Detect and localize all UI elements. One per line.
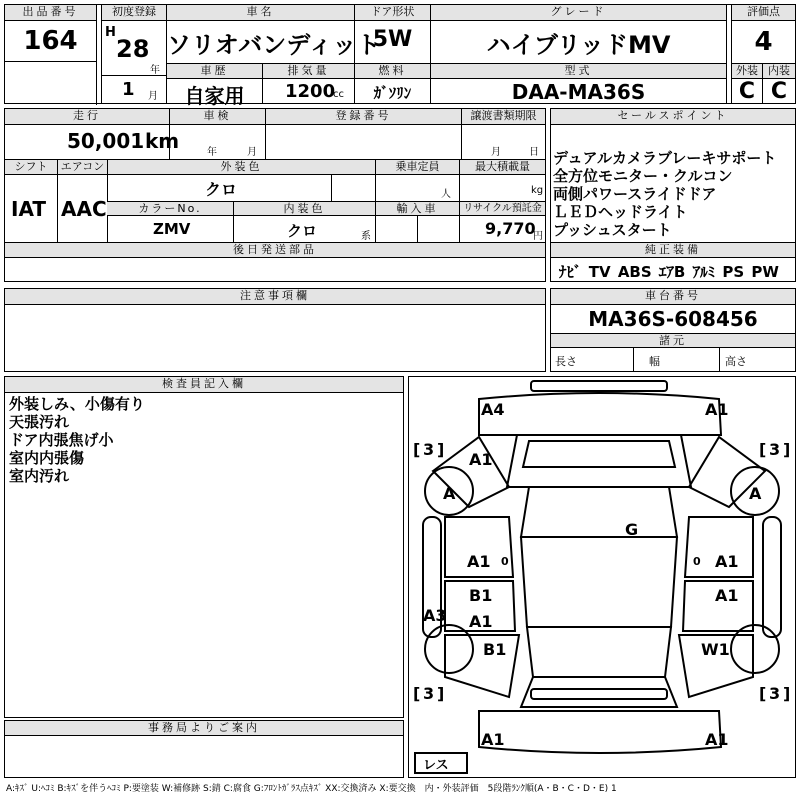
mark-door-fl-side: 0 (501, 555, 509, 568)
fuel-value: ｶﾞｿﾘﾝ (373, 84, 412, 102)
lot-cell (5, 5, 97, 61)
chassis-section (550, 288, 796, 372)
later-parts-label: 後日発送部品 (5, 243, 545, 258)
mark-tread-rr: 3 (769, 684, 781, 703)
sales-points-section (550, 108, 796, 282)
mileage-value: 50,001 (67, 129, 145, 153)
model-name: ソリオバンディット (167, 31, 381, 59)
recycle-label: リサイクル預託金 (459, 201, 545, 216)
office-info-label: 事務局よりご案内 (5, 721, 403, 736)
mark-rocker-left: B1 (469, 586, 493, 605)
mark-wheel-rr: W1 (701, 640, 730, 659)
max-load-unit: kg (531, 185, 544, 196)
registration-number-label: 登録番号 (265, 109, 461, 125)
sales-points-list (553, 149, 776, 239)
color-number-label: カラーNo. (107, 201, 233, 216)
aircon-label: エアコン (57, 160, 107, 175)
caution-section (4, 288, 546, 372)
inspector-note: 外装しみ、小傷有り (9, 395, 145, 413)
import-label: 輸入車 (375, 201, 459, 216)
lot-number: 164 (23, 26, 78, 56)
equipment-label: 純正装備 (551, 242, 795, 258)
damage-diagram-section (408, 376, 796, 778)
caution-label: 注意事項欄 (5, 289, 545, 305)
equipment-item: ﾅﾋﾞ (559, 263, 582, 281)
recycle-value: 9,770 (485, 219, 536, 238)
right-sill (763, 517, 781, 637)
month-unit: 月 (148, 91, 158, 102)
car-diagram (409, 377, 795, 777)
equipment-item: ｱﾙﾐ (692, 263, 716, 281)
first-registration-label: 初度登録 (102, 5, 166, 21)
shaken-year-unit: 年 (207, 147, 217, 158)
header-section (4, 4, 796, 108)
score-value: 4 (754, 27, 773, 57)
mark-wheel-fr: A (749, 484, 762, 503)
transfer-day-unit: 日 (529, 147, 539, 158)
shaken-month-unit: 月 (247, 147, 257, 158)
mark-tread-rl: 3 (423, 684, 435, 703)
shift-value: IAT (11, 197, 47, 221)
type-cell (431, 63, 727, 103)
era: H (105, 25, 116, 40)
mark-front-left: A4 (481, 400, 505, 419)
sales-points-label: セールスポイント (551, 109, 795, 125)
chassis-label: 車台番号 (551, 289, 795, 305)
windshield (521, 487, 677, 537)
wheel-rear-left (425, 625, 473, 673)
displacement-unit: cc (333, 89, 344, 100)
hood-inner (523, 441, 675, 467)
displacement-cell (263, 63, 355, 103)
mark-door-fr-side: 0 (693, 555, 701, 568)
length-label: 長さ (555, 355, 577, 368)
exterior-grade-cell (731, 63, 763, 103)
rear-strip (531, 689, 667, 699)
grade-label: グレード (431, 5, 726, 21)
tailgate (521, 677, 677, 707)
vehicle-info-section (4, 108, 546, 282)
type-label: 型式 (431, 64, 726, 79)
sales-point: 全方位モニター・クルコン (553, 167, 733, 185)
reg-year: 28 (116, 35, 150, 63)
mileage-unit: km (145, 129, 180, 153)
wheel-rear-right (731, 625, 779, 673)
inspector-note: 室内内張傷 (9, 449, 85, 467)
front-top-strip (531, 381, 667, 391)
capacity-label: 乗車定員 (375, 160, 459, 175)
hood (507, 435, 691, 487)
equipment-list (559, 261, 779, 282)
score-label: 評価点 (732, 5, 795, 21)
mark-spare: レス (423, 758, 449, 773)
bracket-tread-fl-close: ] (437, 440, 445, 459)
shift-label: シフト (5, 160, 57, 175)
damage-legend: A:ｷｽﾞ U:ﾍｺﾐ B:ｷｽﾞを伴うﾍｺﾐ P:要塗装 W:補修跡 S:錆 C:腐食 G:ﾌﾛﾝﾄｶﾞﾗｽ点ｷｽﾞ XX:交換済み X:要交換 内・外装評価 5段階ﾗﾝｸ順(A・B・C・D・E) 1 (6, 784, 617, 794)
mileage-label: 走行 (5, 109, 169, 125)
mark-door-fr: A1 (715, 552, 739, 571)
mark-fender-left: A1 (469, 450, 493, 469)
mark-roof: G (625, 520, 639, 539)
bracket-tread-rl-close: ] (437, 684, 445, 703)
rear-left-quarter (445, 635, 519, 697)
sales-point: ＬＥＤヘッドライト (553, 203, 688, 221)
roof (521, 537, 677, 627)
grade-cell (431, 5, 727, 63)
equipment-item: ｴｱB (658, 263, 686, 281)
equipment-item: PW (751, 263, 779, 281)
bracket-tread-rl: [ (413, 684, 421, 703)
type-value: DAA-MA36S (511, 80, 646, 104)
interior-grade-label: 内装 (763, 64, 795, 79)
inspector-notes-list (9, 395, 145, 485)
sales-point: プッシュスタート (553, 221, 672, 239)
history-label: 車歴 (167, 64, 262, 79)
exterior-color-label: 外装色 (107, 160, 375, 175)
door-value: 5W (372, 27, 413, 52)
equipment-item: TV (588, 263, 611, 281)
office-info-section (4, 720, 404, 778)
mark-rear-right: A1 (705, 730, 729, 749)
score-cell (731, 5, 795, 63)
height-label: 高さ (725, 355, 747, 368)
transfer-month-unit: 月 (491, 147, 501, 158)
mark-tread-fr: 3 (769, 440, 781, 459)
bracket-tread-rr-close: ] (783, 684, 791, 703)
equipment-item: PS (722, 263, 745, 281)
inspector-notes-label: 検査員記入欄 (5, 377, 403, 393)
color-number-value: ZMV (153, 220, 191, 238)
interior-color-value: クロ (287, 222, 318, 240)
lot-blank (5, 61, 97, 105)
displacement-value: 1200 (285, 81, 336, 102)
mark-door-rr: A1 (715, 586, 739, 605)
mark-rocker-left-lower: A1 (469, 612, 493, 631)
inspector-note: ドア内張焦げ小 (9, 431, 114, 449)
model-label: 車名 (167, 5, 354, 21)
exterior-color-value: クロ (205, 180, 238, 199)
reg-month: 1 (122, 79, 135, 100)
equipment-item: ABS (617, 263, 652, 281)
fuel-label: 燃料 (355, 64, 430, 79)
bracket-tread-fr-close: ] (783, 440, 791, 459)
door-label: ドア形状 (355, 5, 430, 21)
interior-grade-cell (763, 63, 795, 103)
lot-label: 出品番号 (5, 5, 96, 21)
mark-wheel-rl: B1 (483, 640, 507, 659)
interior-color-unit: 系 (361, 231, 371, 242)
displacement-label: 排気量 (263, 64, 354, 79)
mark-quarter-left: A3 (423, 606, 447, 625)
mark-front-right: A1 (705, 400, 729, 419)
exterior-grade-value: C (738, 79, 756, 104)
interior-color-label: 内装色 (233, 201, 375, 216)
mark-door-fl: A1 (467, 552, 491, 571)
chassis-number: MA36S-608456 (588, 307, 758, 331)
width-label: 幅 (649, 355, 660, 368)
grade-value: ハイブリッドMV (486, 31, 671, 59)
inspector-note: 室内汚れ (9, 467, 70, 485)
inspector-note: 天張汚れ (9, 413, 70, 431)
front-bumper (479, 393, 721, 435)
history-cell (167, 63, 263, 108)
rear-bumper (479, 711, 721, 753)
mark-tread-fl: 3 (423, 440, 435, 459)
interior-grade-value: C (770, 79, 788, 104)
sales-point: デュアルカメラブレーキサポート (553, 149, 777, 167)
year-unit: 年 (150, 65, 160, 76)
inspector-notes-section (4, 376, 404, 718)
door-cell (355, 5, 431, 63)
fuel-cell (355, 63, 431, 103)
aircon-value: AAC (61, 197, 107, 221)
capacity-unit: 人 (441, 189, 451, 200)
transfer-deadline-label: 譲渡書類期限 (461, 109, 545, 125)
sales-point: 両側パワースライドドア (553, 185, 717, 203)
recycle-unit: 円 (533, 231, 543, 242)
bracket-tread-fr: [ (759, 440, 767, 459)
mark-rear-left: A1 (481, 730, 505, 749)
bracket-tread-fl: [ (413, 440, 421, 459)
rear-window (527, 627, 671, 677)
first-registration-cell (101, 5, 167, 103)
history-value: 自家用 (184, 84, 245, 108)
model-cell (167, 5, 381, 63)
bracket-tread-rr: [ (759, 684, 767, 703)
exterior-grade-label: 外装 (732, 64, 762, 79)
mark-wheel-fl: A (443, 484, 456, 503)
spec-label: 諸元 (551, 333, 795, 348)
shaken-label: 車検 (169, 109, 265, 125)
max-load-label: 最大積載量 (459, 160, 545, 175)
